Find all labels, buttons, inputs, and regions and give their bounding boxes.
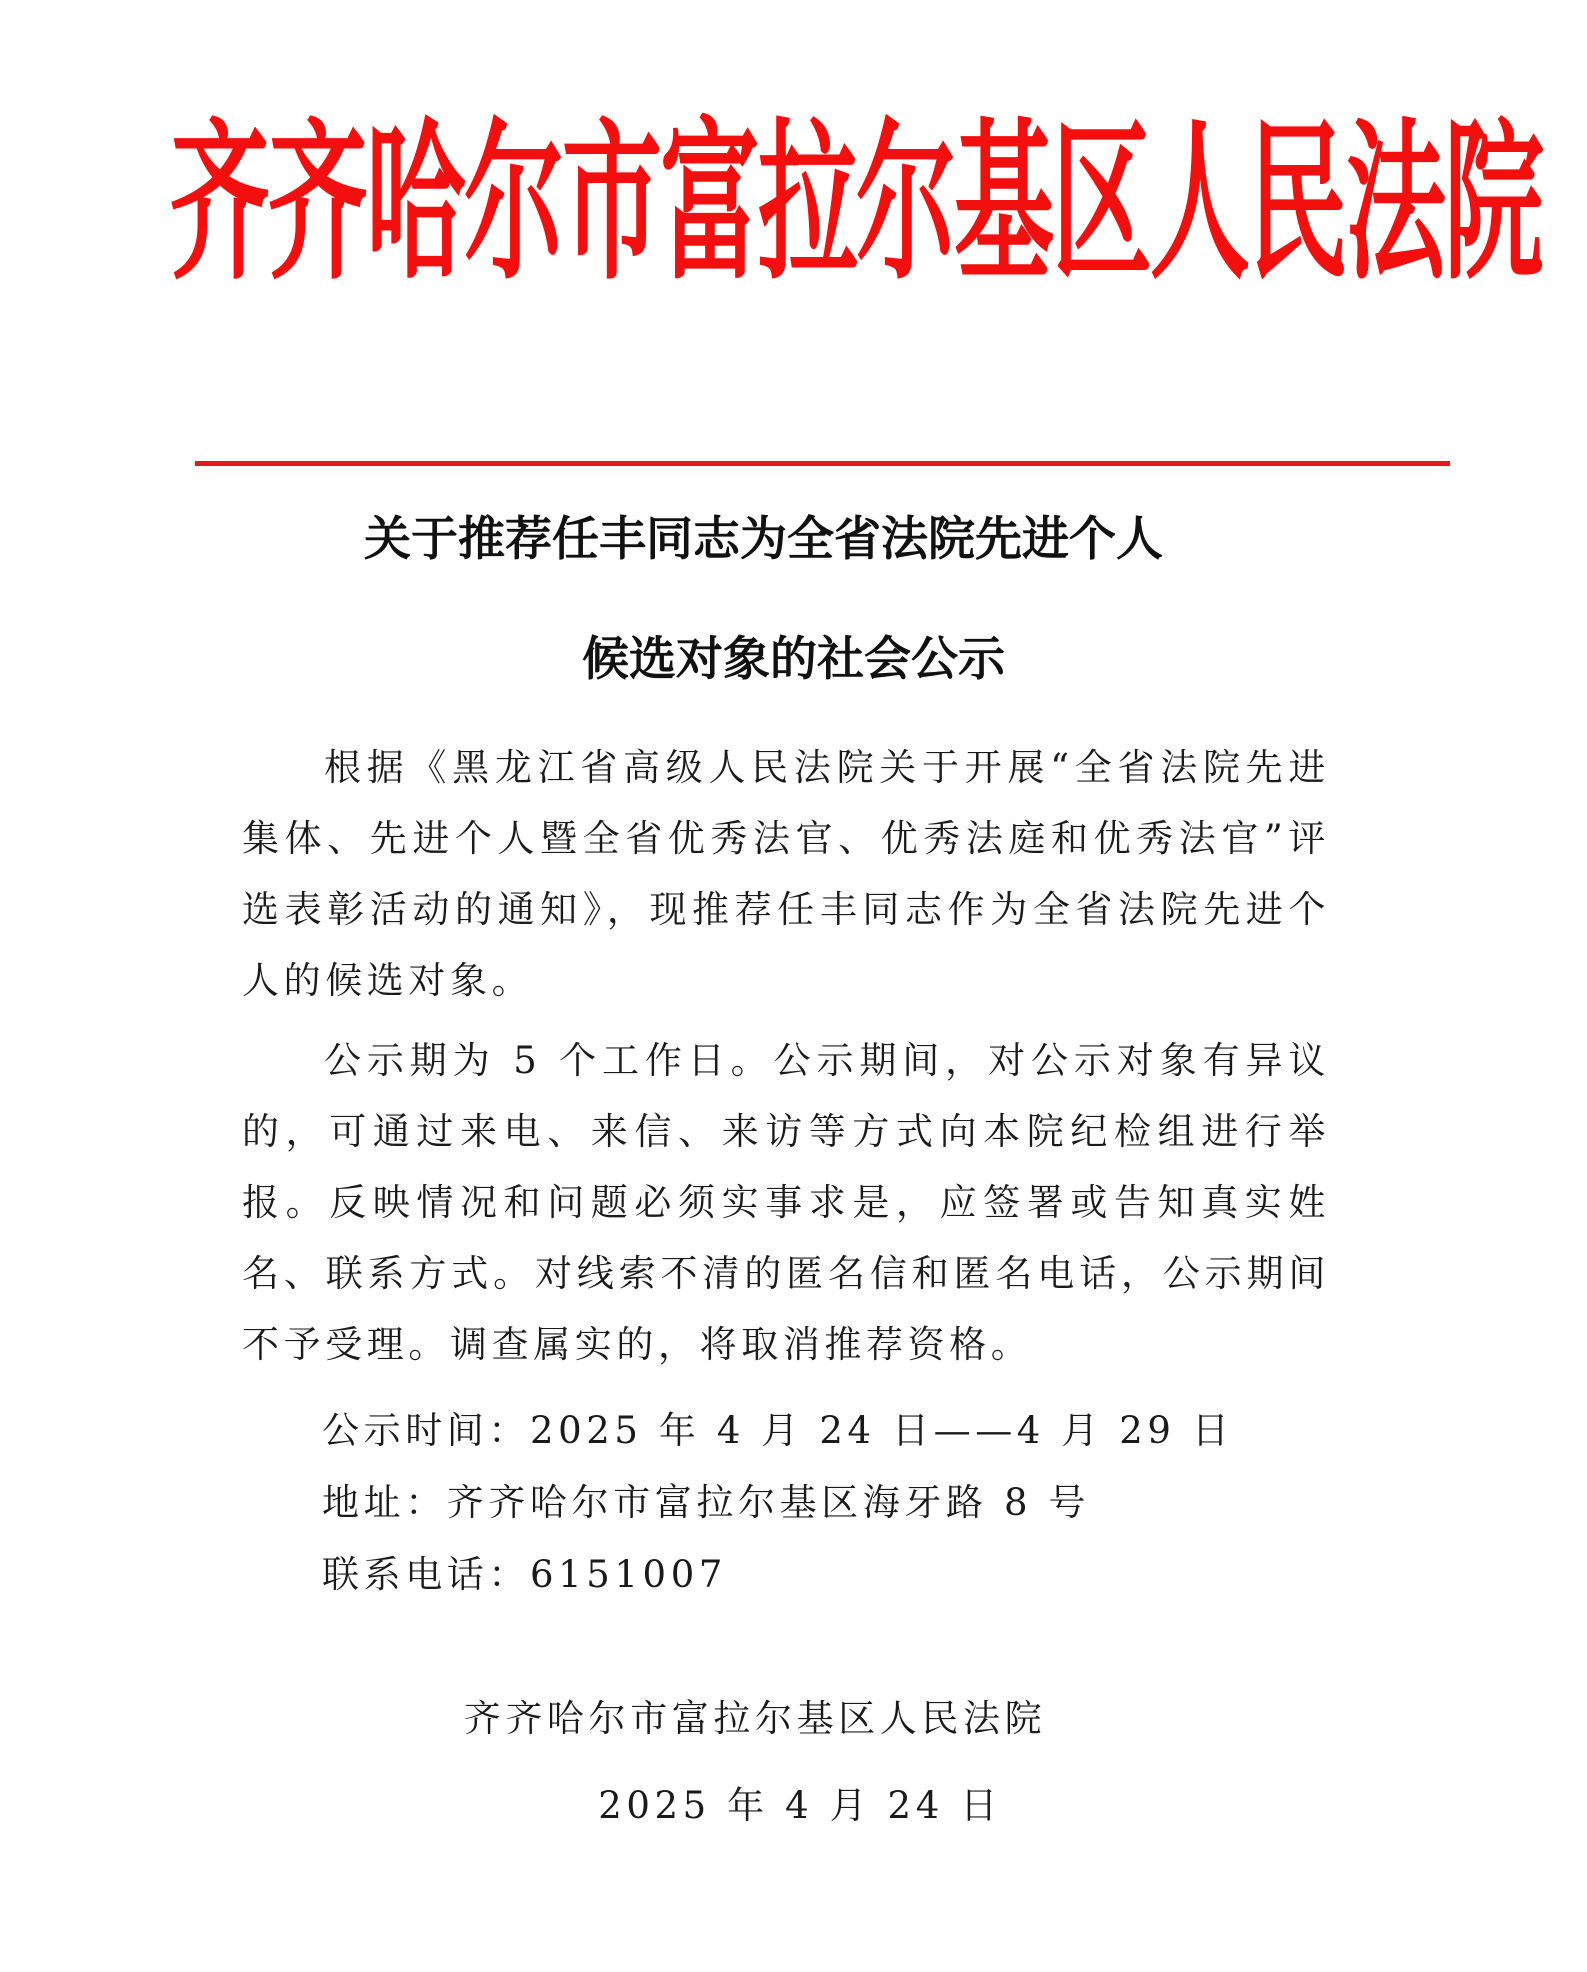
body-paragraph-1: 根据《黑龙江省高级人民法院关于开展“全省法院先进集体、先进个人暨全省优秀法官、优秀法庭和优秀法官”评选表彰活动的通知》，现推荐任丰同志作为全省法院先进个人的候选对象。 xyxy=(242,746,1330,1002)
address-line: 地址：齐齐哈尔市富拉尔基区海牙路 8 号 xyxy=(322,1481,1091,1524)
signature-org: 齐齐哈尔市富拉尔基区人民法院 xyxy=(463,1697,1047,1740)
red-divider xyxy=(195,461,1450,466)
document-title-line-2: 候选对象的社会公示 xyxy=(582,632,1005,687)
document-title-line-1: 关于推荐任丰同志为全省法院先进个人 xyxy=(364,512,1163,567)
court-header: 齐齐哈尔市富拉尔基区人民法院 xyxy=(170,102,1542,304)
signature-date: 2025 年 4 月 24 日 xyxy=(598,1784,1002,1827)
body-paragraph-2: 公示期为 5 个工作日。公示期间，对公示对象有异议的，可通过来电、来信、来访等方式向本院纪检组进行举报。反映情况和问题必须实事求是，应签署或告知真实姓名、联系方式。对线索不清的匿名信和匿名电话，公示期间不予受理。调查属实的，将取消推荐资格。 xyxy=(242,1039,1330,1366)
publicity-period: 公示时间：2025 年 4 月 24 日——4 月 29 日 xyxy=(322,1409,1234,1452)
phone-line: 联系电话：6151007 xyxy=(322,1553,727,1596)
